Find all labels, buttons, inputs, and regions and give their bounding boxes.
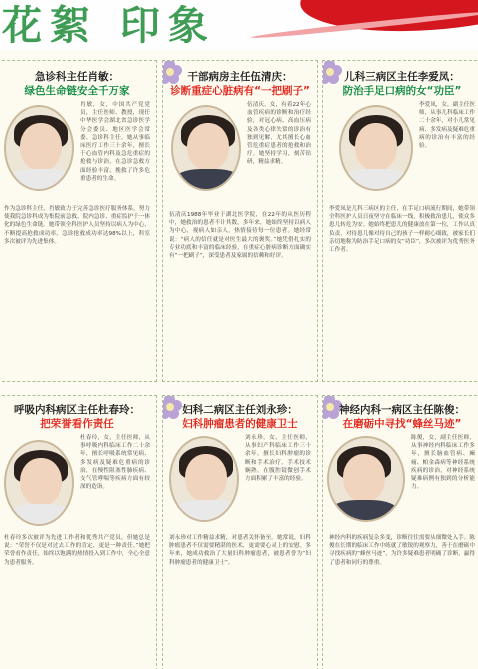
portrait-photo <box>169 436 239 522</box>
article-body-side: 肖敏，女，中国共产党党员，主任医师、教授，现任中华医学会湖北省急诊医学分会委员、地区医学会常委、急诊科主任。她从事临床医疗工作三十余年，擅长于心血管内科及急危重症的抢救与诊治，在急诊急救方面经验丰富，挽救了许多危重患者的生命。 <box>80 102 150 182</box>
article-title: 呼吸内科病区主任杜春玲： <box>14 404 140 416</box>
article-card-2 <box>162 60 318 382</box>
article-body-side: 伍清庆，女，有着22年心血管疾病的诊断和治疗经验，对冠心病、高血压病及各类心律失常的诊治有独到见解，尤其擅长心血管危重症患者的抢救和治疗。她坚持学习，刻苦钻研，精益求精。 <box>247 102 311 166</box>
article-body: 神经内科的疾病复杂多变，诊断往往需要从细微处入手。陈俊在长期的临床工作中练就了敏锐的观察力，善于在磨砺中寻找疾病的“蜂丝马迹”，为许多疑难患者明确了诊断，赢得了患者和同行的尊重。 <box>329 535 475 566</box>
article-subtitle: 在磨砺中寻找“蜂丝马迹” <box>342 418 462 430</box>
article-subtitle: 把荣誉看作责任 <box>40 418 114 430</box>
article-body: 伍清庆1988年毕业于湖北医学院，在22年的从医历程中，她救治的患者不计其数。多年来，她始终坚持以病人为中心，视病人如亲人，热情接待每一位患者。她经常说：“病人的信任就是对医生最大的褒奖。”她凭借扎实的专业功底和丰富的临床经验，在重症心脏病诊断方面确实有“一把刷子”，深受患者及家属的信赖和好评。 <box>169 212 311 260</box>
article-body-side: 杜春玲，女，主任医师，从事呼吸内科临床工作二十余年，擅长呼吸系统常见病、多发病及疑难危重病的诊治，在慢性阻塞性肺疾病、支气管哮喘等疾病方面有较深的造诣。 <box>80 435 150 491</box>
article-title: 干部病房主任伍清庆： <box>187 71 293 83</box>
article-body-side: 李爱凤，女，副主任医师，从事儿科临床工作二十余年，对小儿常见病、多发病及疑难危重病的诊治有丰富的经验。 <box>419 102 475 150</box>
article-card-3 <box>322 60 478 382</box>
portrait-photo <box>327 436 405 522</box>
masthead-title: 花絮 印象 <box>2 2 216 49</box>
article-body-side: 刘永珍，女，主任医师，从事妇产科临床工作三十余年，擅长妇科肿瘤的诊断和手术治疗，手术技术娴熟，在腹腔镜微创手术方面积累了丰富的经验。 <box>245 435 311 483</box>
portrait-photo <box>4 440 74 526</box>
article-subtitle: 诊断重症心脏病有“一把刷子” <box>170 85 310 97</box>
masthead <box>0 0 478 50</box>
article-body: 李爱凤是儿科三病区的主任，在手足口病流行期间，她带领全科医护人员日夜坚守在临床一线，积极救治患儿，使众多患儿转危为安。她始终把患儿的健康放在第一位，工作认真负责，对待患儿像对待自己的孩子一样耐心细致，被家长们亲切地称为防治手足口病的女“功臣”，多次被评为优秀医务工作者。 <box>329 206 475 254</box>
article-body: 作为急诊科主任，肖敏致力于完善急诊医疗服务体系，努力使我院急诊科成为集院前急救、院内急诊、重症监护于一体化的绿色生命链。她带领全科医护人员坚持以病人为中心，不断提高抢救成功率，急诊抢救成功率达98%以上，科室多次被评为先进集体。 <box>4 206 150 245</box>
article-title: 神经内科一病区主任陈俊： <box>339 404 465 416</box>
article-title: 儿科三病区主任李爱凤： <box>344 71 460 83</box>
article-subtitle: 妇科肿瘤患者的健康卫士 <box>182 418 298 430</box>
article-body: 杜春玲多次被评为先进工作者和优秀共产党员，但她总是说：“荣誉不仅是对过去工作的肯定，更是一种责任。”她把荣誉看作责任，始终以饱满的热情投入到工作中，全心全意为患者服务。 <box>4 535 150 566</box>
article-title: 急诊科主任肖敏： <box>35 71 119 83</box>
portrait-photo <box>171 105 241 191</box>
article-body: 刘永珍对工作精益求精，对患者关怀备至。她常说，妇科肿瘤患者不仅需要精湛的医术，更需要心灵上的安慰。多年来，她成功救治了大量妇科肿瘤患者，被患者誉为“妇科肿瘤患者的健康卫士”。 <box>169 535 311 566</box>
article-subtitle: 绿色生命链安全千万家 <box>24 85 130 97</box>
article-card-5 <box>162 395 318 669</box>
portrait-photo <box>4 105 74 191</box>
article-card-4 <box>0 395 157 669</box>
article-title: 妇科二病区主任刘永珍： <box>182 404 298 416</box>
article-body-side: 陈俊，女，副主任医师，从事神经内科临床工作多年，擅长脑血管病、癫痫、帕金森病等神经系统疾病的诊治，对神经系统疑难病例有独到的分析能力。 <box>411 435 475 491</box>
article-card-6 <box>322 395 478 669</box>
article-card-1 <box>0 60 157 382</box>
portrait-photo <box>339 105 413 191</box>
article-subtitle: 防治手足口病的女“功臣” <box>342 85 462 97</box>
